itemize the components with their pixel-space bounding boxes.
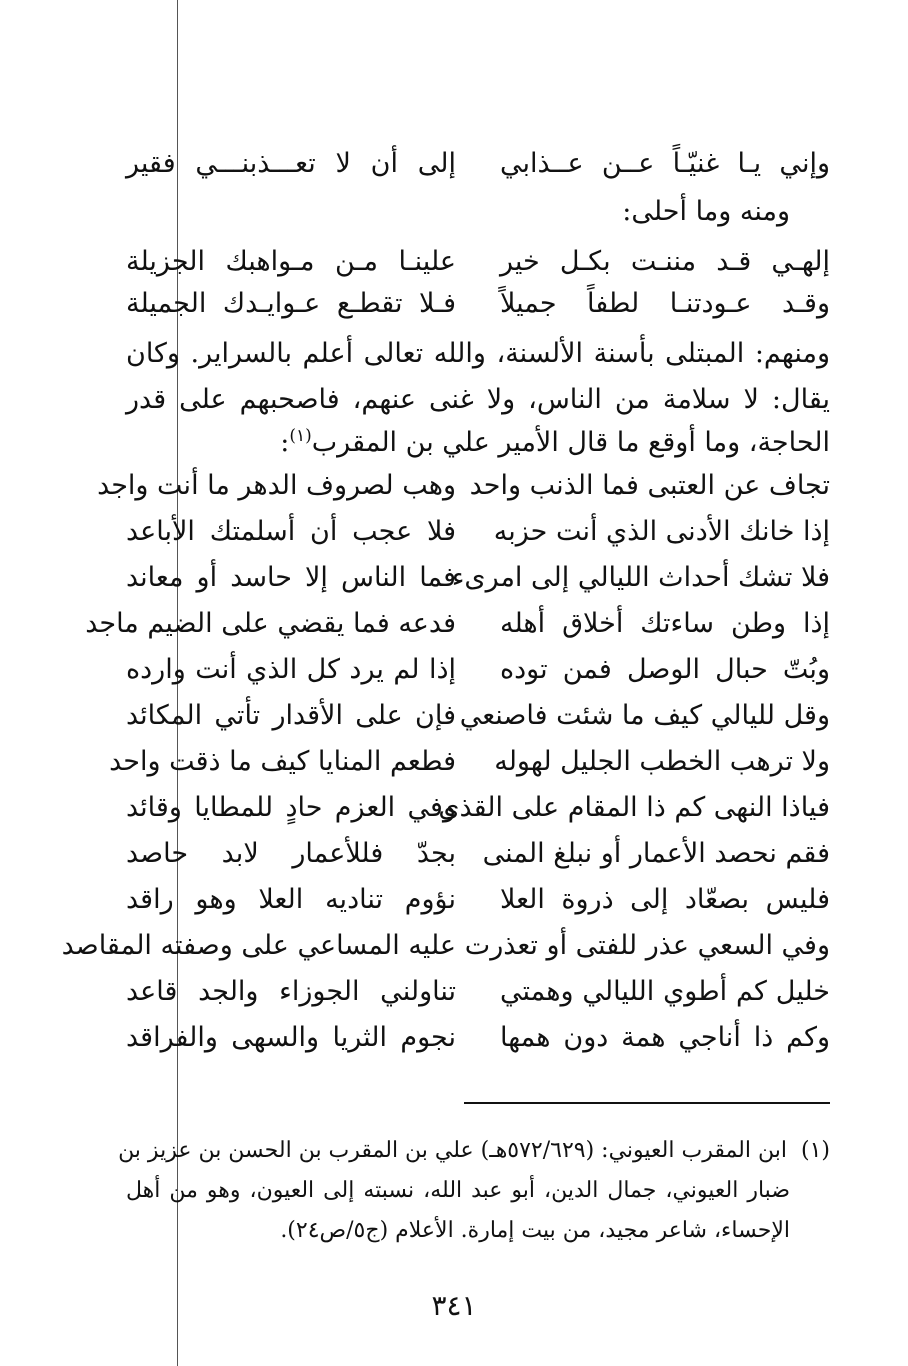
hemistich-right: خليل كم أطوي الليالي وهمتي [500, 976, 830, 1007]
poem-verse [126, 840, 830, 867]
poem-verse [126, 518, 830, 545]
poem-verse [109, 746, 830, 777]
poem-verse [61, 930, 830, 961]
hemistich-right: فقم نحصد الأعمار أو نبلغ المنى [482, 838, 830, 869]
hemistich-right: وقـد عـودتنـا لطفاً جميلاً [500, 288, 830, 319]
hemistich-right: إذا وطن ساءتك أخلاق أهله [500, 608, 830, 639]
hemistich-left: نجوم الثريا والسهى والفراقد [126, 1022, 456, 1053]
hemistich-left: وهب لصروف الدهر ما أنت واجد [97, 470, 456, 501]
poem-verse [126, 886, 830, 913]
hemistich-right: فلا تشك أحداث الليالي إلى امرىء [451, 562, 830, 593]
hemistich-left: إذا لم يرد كل الذي أنت وارده [126, 654, 456, 685]
prose-line: يقال: لا سلامة من الناس، ولا غنى عنهم، فاصحبهم على قدر [126, 384, 830, 415]
hemistich-left: عليه المساعي على وصفته المقاصد [61, 930, 456, 961]
hemistich-left: بجدّ فللأعمار لابد حاصد [126, 838, 456, 869]
hemistich-left: فما الناس إلا حاسد أو معاند [126, 562, 456, 593]
hemistich-right: إذا خانك الأدنى الذي أنت حزبه [493, 516, 830, 547]
footnote-separator [464, 1102, 830, 1104]
poem-verse [97, 470, 830, 501]
hemistich-right: إلهـي قـد مننـت بكـل خير [500, 246, 830, 277]
footnote-line: ضبار العيوني، جمال الدين، أبو عبد الله، نسبته إلى العيون، وهو من أهل [126, 1178, 790, 1203]
verse-line [126, 248, 830, 275]
hemistich-left: فطعم المنايا كيف ما ذقت واحد [109, 746, 456, 777]
poem-verse [126, 978, 830, 1005]
prose-colon: : [280, 427, 290, 458]
hemistich-left: وفي العزم حادٍ للمطايا وقائد [126, 792, 456, 823]
verse-line [126, 150, 830, 177]
poem-verse [126, 1024, 830, 1051]
prose-line: ومنهم: المبتلى بأسنة الألسنة، والله تعالى أعلم بالسراير. وكان [126, 338, 830, 369]
hemistich-left: فدعه فما يقضي على الضيم ماجد [85, 608, 456, 639]
poem-verse [126, 794, 830, 821]
hemistich-left: فلا عجب أن أسلمتك الأباعد [126, 516, 456, 547]
poem-verse [126, 702, 830, 729]
hemistich-right: وكم ذا أناجي همة دون همها [500, 1022, 830, 1053]
hemistich-right: وإني يـا غنيّـاً عــن عــذابي [500, 148, 830, 179]
hemistich-right: وفي السعي عذر للفتى أو تعذرت [464, 930, 830, 961]
hemistich-left: إلى أن لا تعـــذبنـــي فقير [126, 148, 456, 179]
footnote-text: ابن المقرب العيوني: (٥٧٢/٦٢٩هـ) علي بن المقرب بن الحسن بن عزيز بن [118, 1138, 787, 1163]
poem-verse [126, 656, 830, 683]
hemistich-left: فـلا تقطـع عـوايـدك الجميلة [126, 288, 456, 319]
prose-text: الحاجة، وما أوقع ما قال الأمير علي بن المقرب [311, 427, 830, 458]
hemistich-left: تناولني الجوزاء والجد قاعد [126, 976, 456, 1007]
hemistich-left: علينـا مـن مـواهبك الجزيلة [126, 246, 456, 277]
footnote-line [118, 1138, 830, 1163]
prose-line [126, 428, 830, 456]
hemistich-right: وقل لليالي كيف ما شئت فاصنعي [459, 700, 830, 731]
hemistich-right: فليس بصعّاد إلى ذروة العلا [500, 884, 830, 915]
verse-line [126, 290, 830, 317]
hemistich-right: تجاف عن العتبى فما الذنب واحد [469, 470, 830, 501]
hemistich-right: وبُتّ حبال الوصل فمن توده [500, 654, 830, 685]
poem-verse [126, 564, 830, 591]
footnote-number: (١) [800, 1138, 830, 1163]
hemistich-left: نؤوم تناديه العلا وهو راقد [126, 884, 456, 915]
intro-line: ومنه وما أحلى: [622, 196, 790, 227]
footnote-reference: (١) [289, 426, 312, 446]
footnote-line: الإحساء، شاعر مجيد، من بيت إمارة. الأعلام (ج٥/ص٢٤). [280, 1218, 790, 1243]
page-number: ٣٤١ [431, 1289, 477, 1322]
hemistich-right: ولا ترهب الخطب الجليل لهوله [494, 746, 830, 777]
hemistich-right: فياذا النهى كم ذا المقام على القذى [438, 792, 830, 823]
hemistich-left: فإن على الأقدار تأتي المكائد [126, 700, 456, 731]
poem-verse [85, 608, 830, 639]
